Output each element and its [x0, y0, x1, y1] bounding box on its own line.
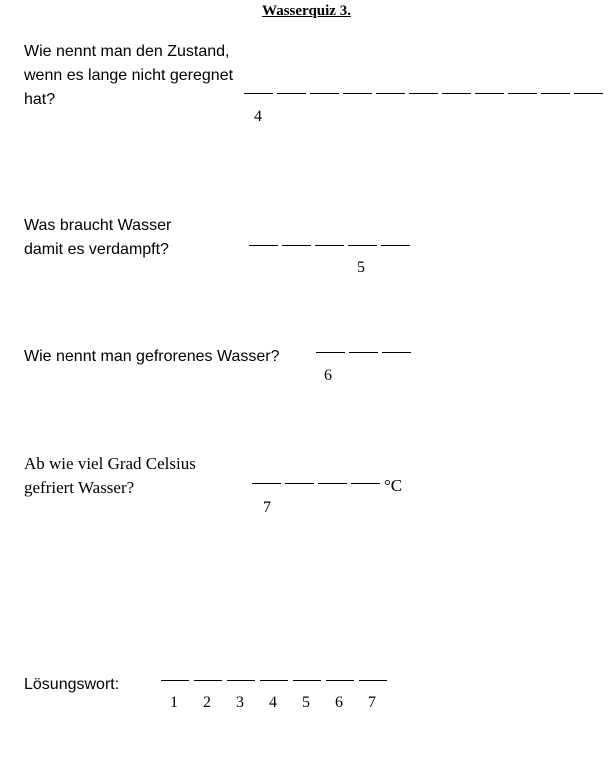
question-4-text: Ab wie viel Grad Celsius gefriert Wasser?	[24, 454, 196, 497]
solution-number: 5	[302, 694, 310, 711]
answer-blank[interactable]	[277, 91, 306, 94]
question-1-text: Wie nennt man den Zustand, wenn es lange nicht geregnet hat?	[24, 43, 234, 108]
solution-blank[interactable]	[260, 678, 288, 681]
question-2-blanks[interactable]	[249, 243, 410, 246]
answer-blank[interactable]	[381, 243, 410, 246]
question-4-blanks[interactable]	[252, 481, 380, 484]
question-3-text: Wie nennt man gefrorenes Wasser?	[24, 348, 280, 365]
answer-blank[interactable]	[382, 350, 411, 353]
solution-label: Lösungswort:	[24, 676, 120, 693]
answer-blank[interactable]	[315, 243, 344, 246]
question-1-blanks[interactable]	[244, 91, 603, 94]
answer-blank[interactable]	[574, 91, 603, 94]
answer-blank[interactable]	[475, 91, 504, 94]
question-1-letter-number: 4	[254, 108, 262, 125]
question-2-letter-number: 5	[357, 259, 365, 276]
solution-blank[interactable]	[326, 678, 354, 681]
solution-number: 4	[269, 694, 277, 711]
solution-blanks[interactable]	[161, 678, 387, 681]
solution-blank[interactable]	[227, 678, 255, 681]
answer-blank[interactable]	[349, 350, 378, 353]
solution-number: 2	[203, 694, 211, 711]
solution-number: 3	[236, 694, 244, 711]
question-4-letter-number: 7	[263, 499, 271, 516]
answer-blank[interactable]	[282, 243, 311, 246]
answer-blank[interactable]	[409, 91, 438, 94]
answer-blank[interactable]	[343, 91, 372, 94]
question-2-text: Was braucht Wasser damit es verdampft?	[24, 217, 172, 258]
question-3-letter-number: 6	[324, 367, 332, 384]
answer-blank[interactable]	[348, 243, 377, 246]
question-4-unit: °C	[384, 476, 403, 495]
answer-blank[interactable]	[249, 243, 278, 246]
answer-blank[interactable]	[376, 91, 405, 94]
solution-number: 1	[170, 694, 178, 711]
solution-blank[interactable]	[293, 678, 321, 681]
answer-blank[interactable]	[318, 481, 347, 484]
answer-blank[interactable]	[351, 481, 380, 484]
answer-blank[interactable]	[316, 350, 345, 353]
page-title: Wasserquiz 3.	[262, 3, 351, 19]
answer-blank[interactable]	[252, 481, 281, 484]
solution-blank[interactable]	[161, 678, 189, 681]
solution-number: 6	[335, 694, 343, 711]
solution-number: 7	[368, 694, 376, 711]
answer-blank[interactable]	[285, 481, 314, 484]
solution-blank[interactable]	[359, 678, 387, 681]
answer-blank[interactable]	[310, 91, 339, 94]
answer-blank[interactable]	[541, 91, 570, 94]
answer-blank[interactable]	[442, 91, 471, 94]
solution-blank[interactable]	[194, 678, 222, 681]
question-3-blanks[interactable]	[316, 350, 411, 353]
answer-blank[interactable]	[508, 91, 537, 94]
answer-blank[interactable]	[244, 91, 273, 94]
